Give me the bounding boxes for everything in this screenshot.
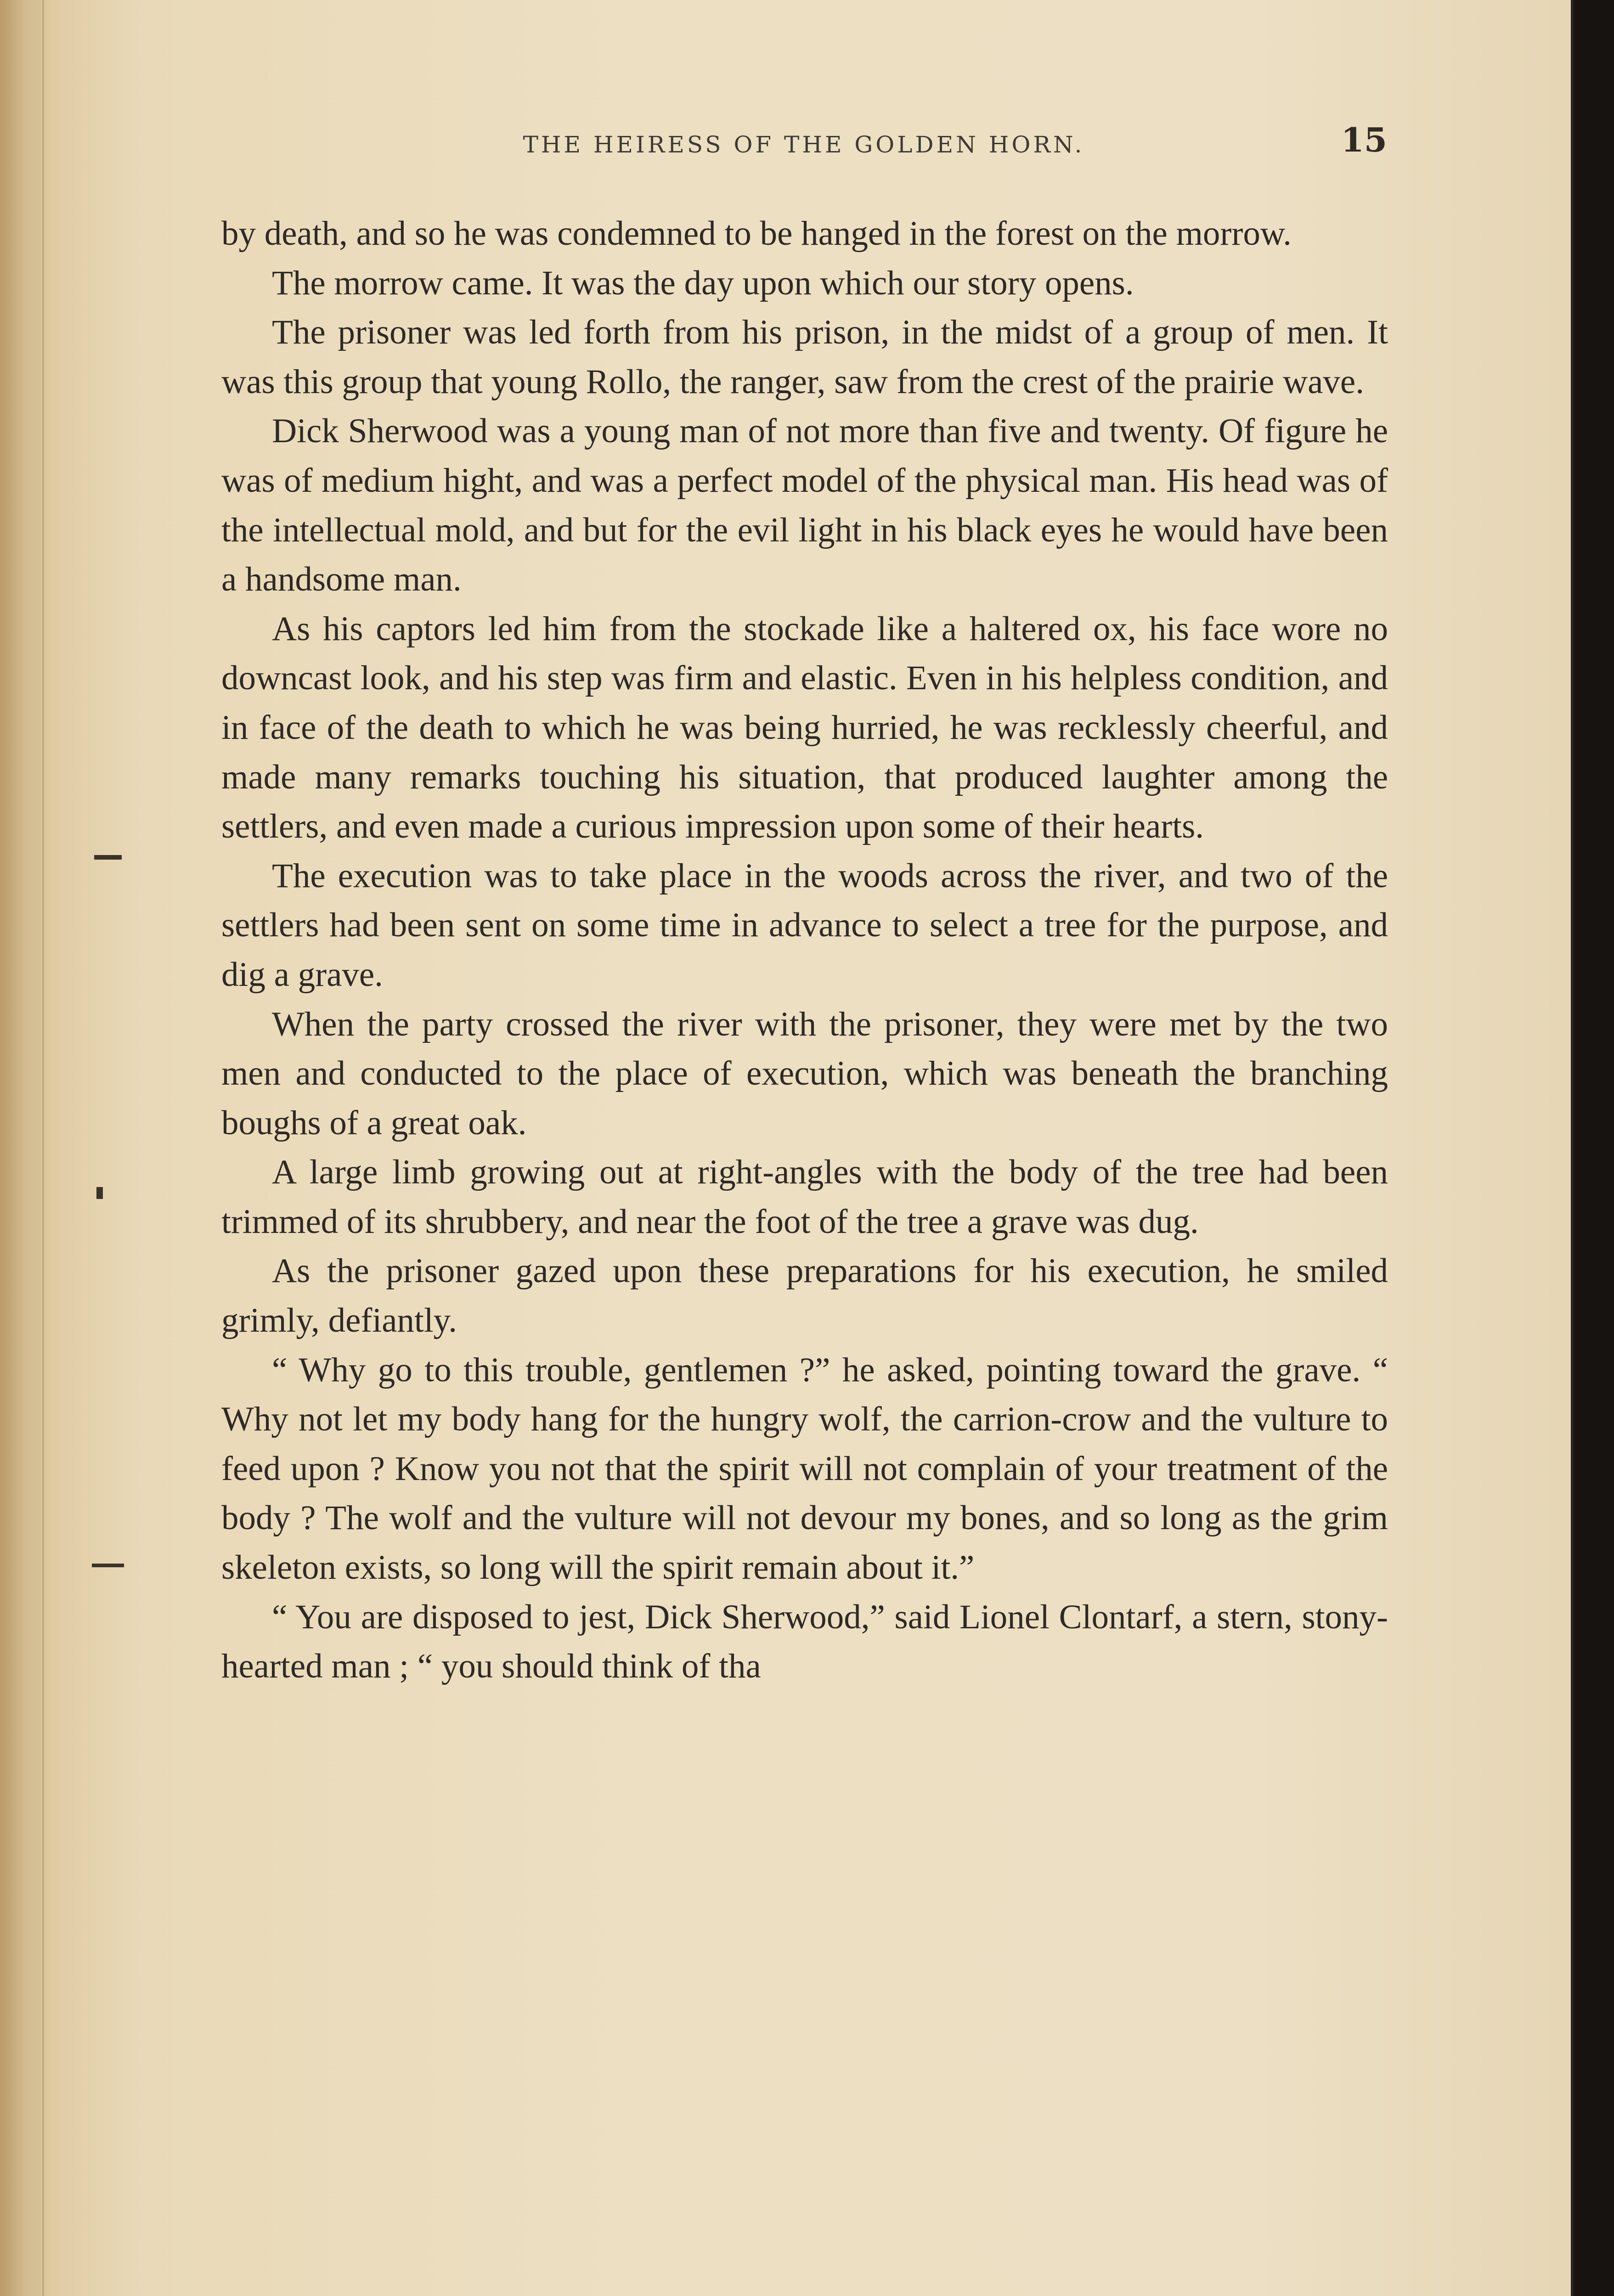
paragraph: by death, and so he was condemned to be hanged in the forest on the morrow.: [221, 214, 1292, 253]
paragraph: The morrow came. It was the day upon which our story opens.: [272, 264, 1134, 302]
paragraph: Dick Sherwood was a young man of not more than five and twenty. Of figure he was of medium hight, and was a perfect model of the physical man. His head was of the intellectual mold, and but for the evil light in his black eyes he would have been a handsome man.: [221, 412, 1388, 599]
paragraph: A large limb growing out at right-angles with the body of the tree had been trimmed of its shrubbery, and near the foot of the tree a grave was dug.: [221, 1153, 1388, 1241]
page-gutter: [0, 0, 55, 2296]
paragraph: The execution was to take place in the woods across the river, and two of the settlers had been sent on some time in advance to select a tree for the purpose, and dig a grave.: [221, 856, 1388, 994]
paragraph: The prisoner was led forth from his prison, in the midst of a group of men. It was this group that young Rollo, the ranger, saw from the crest of the prairie wave.: [221, 313, 1388, 401]
paragraph: As his captors led him from the stockade like a haltered ox, his face wore no downcast look, and his step was firm and elastic. Even in his helpless condition, and in face of the death to which he was being hurried, he was recklessly cheerful, and made many remarks touching his situation, that produced laughter among the settlers, and even made a curious impression upon some of their hearts.: [221, 609, 1388, 846]
gutter-crease: [42, 0, 44, 2296]
ink-speck: [92, 1564, 124, 1567]
paragraph: “ You are disposed to jest, Dick Sherwood,” said Lionel Clontarf, a stern, stony-hearted man ; “ you should think of tha: [221, 1598, 1388, 1686]
ink-speck: [96, 1187, 103, 1199]
paragraph: “ Why go to this trouble, gentlemen ?” he asked, pointing toward the grave. “ Why not let my body hang for the hungry wolf, the carrion-crow and the vulture to feed upon ? Know you not that the spirit will not complain of your treatment of the body ? The wolf and the vulture will not devour my bones, and so long as the grim skeleton exists, so long will the spirit remain about it.”: [221, 1351, 1388, 1587]
body-text: [221, 209, 1388, 1691]
running-head: THE HEIRESS OF THE GOLDEN HORN.: [523, 131, 1085, 158]
paragraph: As the prisoner gazed upon these preparations for his execution, he smiled grimly, defiantly.: [221, 1252, 1388, 1340]
page-number: 15: [1341, 120, 1387, 159]
paragraph: When the party crossed the river with the prisoner, they were met by the two men and conducted to the place of execution, which was beneath the branching boughs of a great oak.: [221, 1005, 1388, 1142]
ink-speck: [94, 855, 122, 860]
